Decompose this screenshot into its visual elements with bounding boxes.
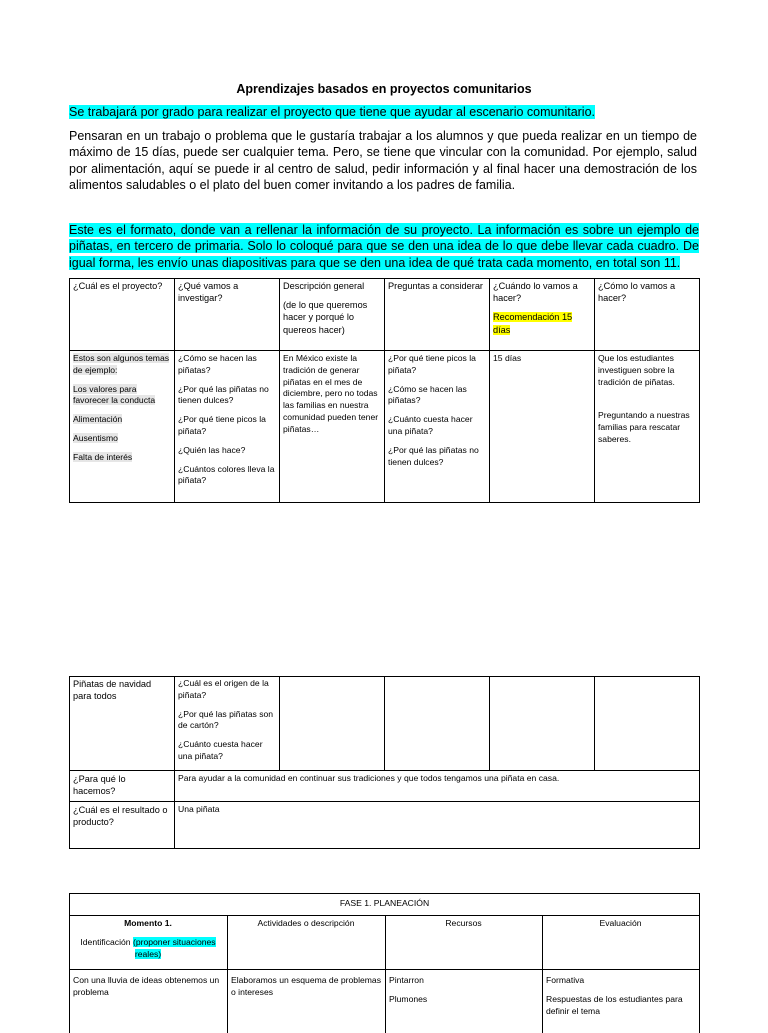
- investigate-questions: ¿Cómo se hacen las piñatas? ¿Por qué las piñatas no tienen dulces? ¿Por qué tiene picos la piñata? ¿Quién las hace? ¿Cuántos colores lleva la piñata?: [178, 353, 275, 486]
- activity-cell: Elaboramos un esquema de problemas o intereses: [231, 975, 382, 997]
- example-topics: Estos son algunos temas de ejemplo: Los valores para favorecer la conducta Alimentación Ausentismo Falta de interés: [73, 353, 170, 462]
- timeframe: 15 días: [493, 353, 522, 363]
- project-summary-table: [69, 676, 700, 849]
- momento-header: Momento 1. Identificación (proponer situaciones reales): [80, 918, 216, 959]
- intro-highlight: Se trabajará por grado para realizar el proyecto que tiene que ayudar al escenario comunitario.: [69, 105, 596, 119]
- resources-cell: Pintarron Plumones: [389, 975, 428, 1004]
- format-note: Este es el formato, donde van a rellenar la información de su proyecto. La información es sobre un ejemplo de piñatas, en tercero de primaria. Solo lo coloqué para que se den una idea de lo que debe llevar cada cuadro. De igual forma, les envío unas diapositivas para que se den una idea de qué trata cada momento, en total son 11.: [69, 223, 699, 270]
- general-description: En México existe la tradición de generar piñatas en el mes de diciembre, pero no todas las familias en nuestra comunidad pueden tener piñatas…: [283, 353, 379, 434]
- evaluation-header: Evaluación: [599, 918, 642, 928]
- header-questions: Preguntas a considerar: [388, 281, 483, 291]
- header-investigate: ¿Qué vamos a investigar?: [178, 281, 239, 304]
- header-description: Descripción general (de lo que queremos hacer y porqué lo quereos hacer): [283, 281, 368, 335]
- project-name: Piñatas de navidad para todos: [73, 679, 152, 702]
- header-when: ¿Cuándo lo vamos a hacer? Recomendación 15 días: [493, 281, 578, 335]
- activities-header: Actividades o descripción: [257, 918, 355, 928]
- phase-table: [69, 893, 700, 1033]
- consider-questions: ¿Por qué tiene picos la piñata? ¿Cómo se hacen las piñatas? ¿Cuánto cuesta hacer una piñata? ¿Por qué las piñatas no tienen dulces?: [388, 353, 479, 467]
- result-label: ¿Cuál es el resultado o producto?: [73, 805, 168, 828]
- result-value: Una piñata: [178, 804, 220, 814]
- resources-header: Recursos: [445, 918, 482, 928]
- document-title: Aprendizajes basados en proyectos comunitarios: [236, 82, 532, 96]
- momento-cell: Con una lluvia de ideas obtenemos un problema: [73, 975, 220, 997]
- project-table: [69, 278, 700, 503]
- why-value: Para ayudar a la comunidad en continuar sus tradiciones y que todos tengamos una piñata en casa.: [178, 773, 560, 783]
- header-how: ¿Cómo lo vamos a hacer?: [598, 281, 676, 304]
- evaluation-cell: Formativa Respuestas de los estudiantes para definir el tema: [546, 975, 683, 1016]
- phase-title: FASE 1. PLANEACIÓN: [339, 898, 430, 908]
- intro-paragraph: Pensaran en un trabajo o problema que le gustaría trabajar a los alumnos y que pueda realizar en un tiempo de máximo de 15 días, puede ser cualquier tema. Pero, se tiene que vincular con la comunidad. Por ejemplo, salud por alimentación, aquí se puede ir al centro de salud, pedir información y al final hacer una demostración de los alimentos saludables o el plato del buen comer invitando a los padres de familia.: [69, 129, 697, 192]
- header-project: ¿Cuál es el proyecto?: [73, 281, 163, 291]
- project-questions: ¿Cuál es el origen de la piñata? ¿Por qué las piñatas son de cartón? ¿Cuánto cuesta hacer una piñata?: [178, 678, 274, 761]
- how-to-do: Que los estudiantes investiguen sobre la tradición de piñatas. Preguntando a nuestras familias para rescatar saberes.: [598, 353, 690, 444]
- why-label: ¿Para qué lo hacemos?: [73, 774, 126, 797]
